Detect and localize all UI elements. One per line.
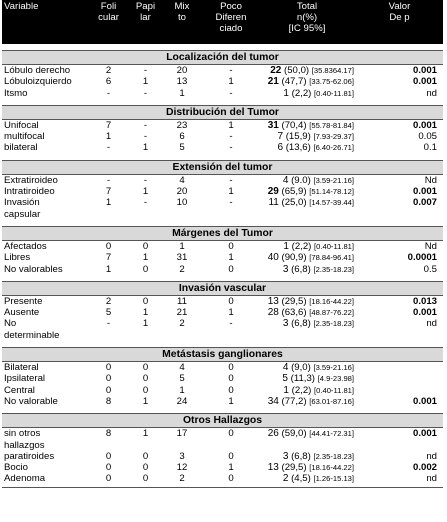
p-value [356,373,443,384]
papilar-cell: 1 [142,76,149,88]
mixto-cell: 20 [176,186,188,198]
total-count: 2 [282,473,289,485]
folicular-cell: 6 [105,76,112,88]
mixto-cell: 2 [179,263,185,275]
total-cell [260,318,356,329]
row-label: Ausente [4,307,40,319]
total-count: 1 [283,240,289,252]
total-percent: (13,6) [285,142,311,154]
table-row [2,362,443,373]
total-percent: (2,2) [291,87,312,99]
folicular-cell: 5 [105,307,112,319]
table-header [2,0,443,44]
folicular-cell: 1 [105,131,112,143]
poco-cell: - [229,87,233,99]
p-value: 0.002 [412,462,437,474]
header-papilar-text: Papi lar [135,1,156,23]
total-percent: (11,3) [290,373,316,385]
mixto-cell: 1 [179,240,185,252]
poco-cell: - [229,65,233,76]
p-value: nd [426,450,437,462]
total-cell [260,65,356,76]
papilar-cell: - [143,119,148,131]
total-percent: (50,0) [284,65,310,76]
folicular-cell: 0 [105,240,112,252]
total-percent: (29,5) [281,295,307,307]
header-valor-text: Valor De p [388,1,411,23]
p-value: nd [426,87,437,99]
row-label: Extratiroideo [4,174,58,186]
table-row [2,473,443,484]
papilar-cell: 0 [142,384,149,396]
mixto-cell: 5 [179,142,185,154]
table-row [2,186,443,197]
row-label: Adenoma [4,473,46,485]
row-label: Bilateral [4,362,39,374]
table-row [2,462,443,473]
poco-cell: 0 [228,373,234,385]
folicular-cell: 2 [105,295,112,307]
section-header: Invasión vascular [2,281,443,296]
mixto-cell: 6 [179,131,185,143]
table-row [2,120,443,131]
total-count: 31 [267,119,279,131]
header-folicular-text: Foli cular [98,1,119,23]
table-row [2,142,443,153]
papilar-cell: 0 [142,263,149,275]
total-count: 13 [267,295,279,307]
total-ci: [7.93-29.37] [313,132,354,142]
total-cell [260,296,356,307]
section-header: Extensión del tumor [2,160,443,175]
row-label: paratiroides [4,450,55,462]
folicular-cell: 1 [105,197,112,209]
table-row [2,131,443,142]
folicular-cell: 1 [105,263,112,275]
total-ci: [55.78-81.84] [309,120,354,130]
total-ci: [78.84-96.41] [309,253,354,263]
mixto-cell: 4 [179,362,185,374]
papilar-cell: - [143,87,148,99]
total-ci: [33.75-62.06] [309,77,354,87]
total-ci: [2.35-18.23] [313,319,354,329]
total-ci: [6.40-26.71] [313,143,354,153]
header-folicular [88,0,129,44]
total-ci: [18.16-44.22] [309,463,354,473]
poco-cell: 0 [228,450,234,462]
section-header: Localización del tumor [2,50,443,65]
section-header: Metástasis ganglionares [2,347,443,362]
row-label: Bocio [4,462,28,474]
p-value: 0.007 [412,197,437,209]
table-row [2,197,443,220]
total-cell [260,252,356,263]
total-cell [260,473,356,484]
table-row [2,175,443,186]
header-mixto [162,0,202,44]
row-label: Unifocal [4,119,39,131]
row-label: multifocal [4,131,45,143]
table-row [2,428,443,451]
total-cell [260,264,356,275]
total-count: 3 [282,263,289,275]
mixto-cell: 23 [176,119,188,131]
folicular-cell: 2 [105,65,112,76]
papilar-cell: 0 [142,295,149,307]
row-label: bilateral [4,142,38,154]
p-value [356,362,443,373]
header-papilar [129,0,162,44]
mixto-cell: 1 [179,384,185,396]
total-ci: [0.40-11.81] [314,241,354,251]
papilar-cell: - [143,131,148,143]
papilar-cell: 1 [142,395,149,407]
row-label: No determinable [4,318,60,341]
total-cell [260,197,356,208]
papilar-cell: - [143,174,148,186]
mixto-cell: 21 [176,307,188,319]
total-cell [260,241,356,252]
row-label: Invasión capsular [4,197,41,220]
table-row [2,264,443,275]
total-cell [260,396,356,407]
total-cell [260,175,356,186]
header-variable: Variable [4,1,39,12]
poco-cell: 1 [228,119,234,131]
total-percent: (9.0) [291,174,311,186]
total-ci: [1.26-15.13] [313,474,354,484]
poco-cell: 0 [228,362,234,374]
total-ci: [18.16-44.22] [309,296,354,306]
total-cell [260,307,356,318]
table-row [2,373,443,384]
total-percent: (15,9) [285,131,311,143]
total-percent: (29,5) [281,462,307,474]
bottom-rule [2,487,443,488]
row-label: Afectados [4,240,47,252]
table-row [2,88,443,99]
folicular-cell: - [106,142,111,154]
row-label: sin otros hallazgos [4,428,45,451]
table-row [2,385,443,396]
row-label: No valorables [4,263,63,275]
mixto-cell: 2 [179,318,185,330]
mixto-cell: 17 [176,428,188,440]
total-count: 21 [267,76,279,88]
papilar-cell: - [143,65,148,76]
folicular-cell: 0 [105,450,112,462]
poco-cell: 0 [228,473,234,485]
folicular-cell: - [106,87,111,99]
total-ci: [2.35-18.23] [313,451,354,461]
total-percent: (90,9) [281,252,307,264]
total-cell [260,385,356,396]
total-count: 13 [267,462,279,474]
p-value: 0.013 [412,295,437,307]
total-cell [260,186,356,197]
header-mixto-text: Mix to [174,1,190,23]
folicular-cell: - [106,318,111,330]
total-count: 5 [282,373,288,385]
mixto-cell: 24 [176,395,188,407]
total-percent: (9,0) [291,362,311,374]
poco-cell: 0 [228,384,234,396]
papilar-cell: 1 [142,318,149,330]
mixto-cell: 1 [179,87,185,99]
p-value: 0.001 [412,307,437,319]
total-cell [260,142,356,153]
p-value: 0.001 [412,65,437,76]
papilar-cell: 0 [142,462,149,474]
total-count: 1 [283,384,289,396]
row-label: Libres [4,252,31,264]
poco-cell: - [229,131,233,143]
total-percent: (47,7) [281,76,307,88]
p-value: 0.1 [423,142,437,154]
papilar-cell: 1 [142,428,149,440]
total-count: 3 [282,318,289,330]
total-ci: [35.8364.17] [311,66,354,75]
mixto-cell: 11 [177,295,187,307]
total-count: 29 [267,186,279,198]
p-value: 0.001 [412,428,437,440]
poco-cell: 1 [228,307,234,319]
total-ci: [4.9-23.98] [317,374,354,384]
poco-cell: 1 [228,462,234,474]
total-ci: [63.01-87.16] [309,396,354,406]
row-label: Ipsilateral [4,373,46,385]
poco-cell: - [229,142,233,154]
poco-cell: 0 [228,295,234,307]
total-percent: (6,8) [291,263,311,275]
folicular-cell: - [106,174,111,186]
table-row [2,451,443,462]
header-valor [356,0,443,44]
total-percent: (6,8) [291,318,311,330]
total-ci: [14.57-39.44] [309,198,354,208]
total-count: 40 [267,252,279,264]
poco-cell: - [229,174,233,186]
poco-cell: 0 [228,428,234,440]
total-count: 7 [277,131,284,143]
poco-cell: 1 [228,252,234,264]
papilar-cell: 0 [142,450,149,462]
poco-cell: - [229,318,233,330]
p-value: 0.001 [412,76,437,88]
table-row [2,241,443,252]
table-body [2,44,443,485]
table-row [2,396,443,407]
papilar-cell: 0 [142,473,149,485]
mixto-cell: 2 [179,473,185,485]
total-ci: [2.35-18.23] [313,264,354,274]
total-cell [260,76,356,87]
papilar-cell: 0 [142,362,149,374]
p-value: 0.001 [412,119,437,131]
total-cell [260,88,356,99]
papilar-cell: 1 [142,307,149,319]
total-count: 4 [282,362,289,374]
total-cell [260,373,356,384]
poco-cell: 1 [228,395,234,407]
section-header: Márgenes del Tumor [2,226,443,241]
total-percent: (70,4) [281,119,307,131]
total-ci: [44.41-72.31] [309,429,354,439]
header-total-text: Total n(%) [IC 95%] [288,1,326,34]
poco-cell: 0 [228,263,234,275]
folicular-cell: 7 [105,119,112,131]
total-cell [260,428,356,439]
total-cell [260,462,356,473]
row-label: Lóbuloizquierdo [4,76,72,88]
folicular-cell: 8 [105,428,112,440]
papilar-cell: 0 [142,373,149,385]
mixto-cell: 13 [176,76,188,88]
row-label: Itsmo [4,87,28,99]
p-value: Nd [424,240,437,252]
papilar-cell: 0 [142,240,149,252]
folicular-cell: 0 [105,362,112,374]
section-header: Distribución del Tumor [2,105,443,120]
data-table [2,0,443,522]
section-header: Otros Hallazgos [2,413,443,428]
total-percent: (65,9) [281,186,307,198]
folicular-cell: 7 [105,186,112,198]
row-label: Intratiroideo [4,186,55,198]
total-ci: [3.59-21.16] [313,363,354,373]
p-value: 0.001 [412,395,437,407]
folicular-cell: 8 [105,395,112,407]
mixto-cell: 3 [179,450,185,462]
p-value: 0.001 [412,186,437,198]
total-count: 22 [270,65,282,76]
mixto-cell: 5 [179,373,185,385]
folicular-cell: 0 [105,384,112,396]
total-ci: [0.40-11.81] [314,385,354,395]
folicular-cell: 0 [105,462,112,474]
mixto-cell: 31 [176,252,188,264]
papilar-cell: 1 [142,142,149,154]
papilar-cell: - [143,197,148,209]
p-value [356,385,443,396]
table-row [2,252,443,263]
total-count: 3 [282,450,289,462]
papilar-cell: 1 [142,252,149,264]
p-value: 0.05 [418,131,437,143]
folicular-cell: 0 [105,473,112,485]
table-row [2,318,443,341]
total-count: 4 [282,174,289,186]
poco-cell: 1 [228,76,234,88]
row-label: Presente [4,295,43,307]
poco-cell: 0 [228,240,234,252]
p-value: Nd [424,174,437,186]
total-cell [260,451,356,462]
total-count: 28 [267,307,279,319]
total-ci: [0.40-11.81] [314,88,354,98]
total-ci: [51.14-78.12] [309,187,354,197]
total-percent: (6,8) [291,450,311,462]
folicular-cell: 0 [105,373,112,385]
mixto-cell: 10 [176,197,188,209]
total-count: 1 [283,87,289,99]
total-count: 26 [267,428,279,440]
total-percent: (25,0) [281,197,307,209]
p-value: nd [426,473,437,485]
p-value: nd [426,318,437,330]
mixto-cell: 12 [176,462,188,474]
total-percent: (2,2) [291,384,312,396]
table-row [2,296,443,307]
total-percent: (59,0) [281,428,307,440]
total-percent: (2,2) [291,240,312,252]
row-label: No valorable [4,395,58,407]
total-percent: (63,6) [281,307,307,319]
row-label: Lóbulo derecho [4,65,71,76]
poco-cell: - [229,197,233,209]
header-poco-text: Poco Diferen ciado [215,1,247,34]
table-row [2,307,443,318]
total-cell [260,362,356,373]
total-ci: [48.87-76.22] [309,308,354,318]
papilar-cell: 1 [142,186,149,198]
total-percent: (77,2) [281,395,307,407]
table-row [2,65,443,76]
total-cell [260,131,356,142]
total-count: 6 [277,142,284,154]
header-total [260,0,356,44]
poco-cell: 1 [228,186,234,198]
total-ci: [3.59-21.16] [313,175,354,185]
table-row [2,76,443,87]
p-value: 0.5 [423,263,437,275]
total-count: 11 [268,197,279,209]
row-label: Central [4,384,35,396]
p-value: 0.0001 [407,252,437,264]
header-poco [202,0,260,44]
folicular-cell: 7 [105,252,112,264]
total-cell [260,120,356,131]
mixto-cell: 20 [176,65,188,76]
total-count: 34 [267,395,279,407]
mixto-cell: 4 [179,174,185,186]
total-percent: (4,5) [291,473,311,485]
